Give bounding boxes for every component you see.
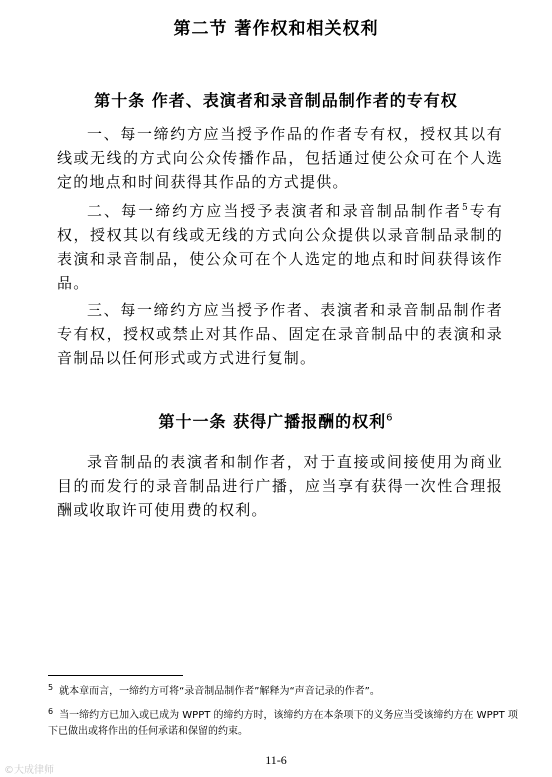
article-11-title-text: 第十一条 获得广播报酬的权利	[158, 412, 387, 431]
footnote-6-mark: 6	[48, 706, 54, 716]
page-number: 11-6	[265, 753, 287, 767]
article-10-title	[0, 88, 552, 111]
article-11-title	[0, 409, 552, 432]
footnote-divider	[48, 675, 183, 676]
footnote-6	[48, 708, 518, 740]
watermark: ©大成律师	[4, 765, 54, 776]
article-10-paragraph-2-text-b: 专有权，授权其以有线或无线的方式向公众提供以录音制品录制的表演和录音制品，使公众可在个人选定的地点和时间获得该作品。	[57, 202, 503, 292]
footnote-5-mark: 5	[48, 682, 54, 692]
footnote-ref-6: 6	[386, 412, 394, 424]
section-title: 第二节 著作权和相关权利	[173, 19, 379, 39]
article-10-title-text: 第十条 作者、表演者和录音制品制作者的专有权	[94, 91, 458, 110]
article-10-paragraph-2	[57, 199, 503, 295]
article-10-paragraph-3: 三、每一缔约方应当授予作者、表演者和录音制品制作者专有权，授权或禁止对其作品、固定在录音制品中的表演和录音制品以任何形式或方式进行复制。	[57, 301, 503, 367]
footnote-5-text: 就本章而言，一缔约方可将“录音制品制作者”解释为“声音记录的作者”。	[59, 686, 380, 697]
footnote-ref-5: 5	[461, 203, 469, 213]
footnote-6-text: 当一缔约方已加入或已成为 WPPT 的缔约方时，该缔约方在本条项下的义务应当受该缔约方在 WPPT 项下已做出或将作出的任何承诺和保留的约束。	[48, 710, 518, 737]
article-10-paragraph-1: 一、每一缔约方应当授予作品的作者专有权，授权其以有线或无线的方式向公众传播作品，包括通过使公众可在个人选定的地点和时间获得其作品的方式提供。	[57, 125, 503, 191]
article-11-paragraph-1: 录音制品的表演者和制作者，对于直接或间接使用为商业目的而发行的录音制品进行广播，应当享有获得一次性合理报酬或收取许可使用费的权利。	[57, 453, 503, 519]
article-10-paragraph-2-text-a: 二、每一缔约方应当授予表演者和录音制品制作者	[87, 202, 462, 220]
footnote-5	[48, 684, 518, 700]
